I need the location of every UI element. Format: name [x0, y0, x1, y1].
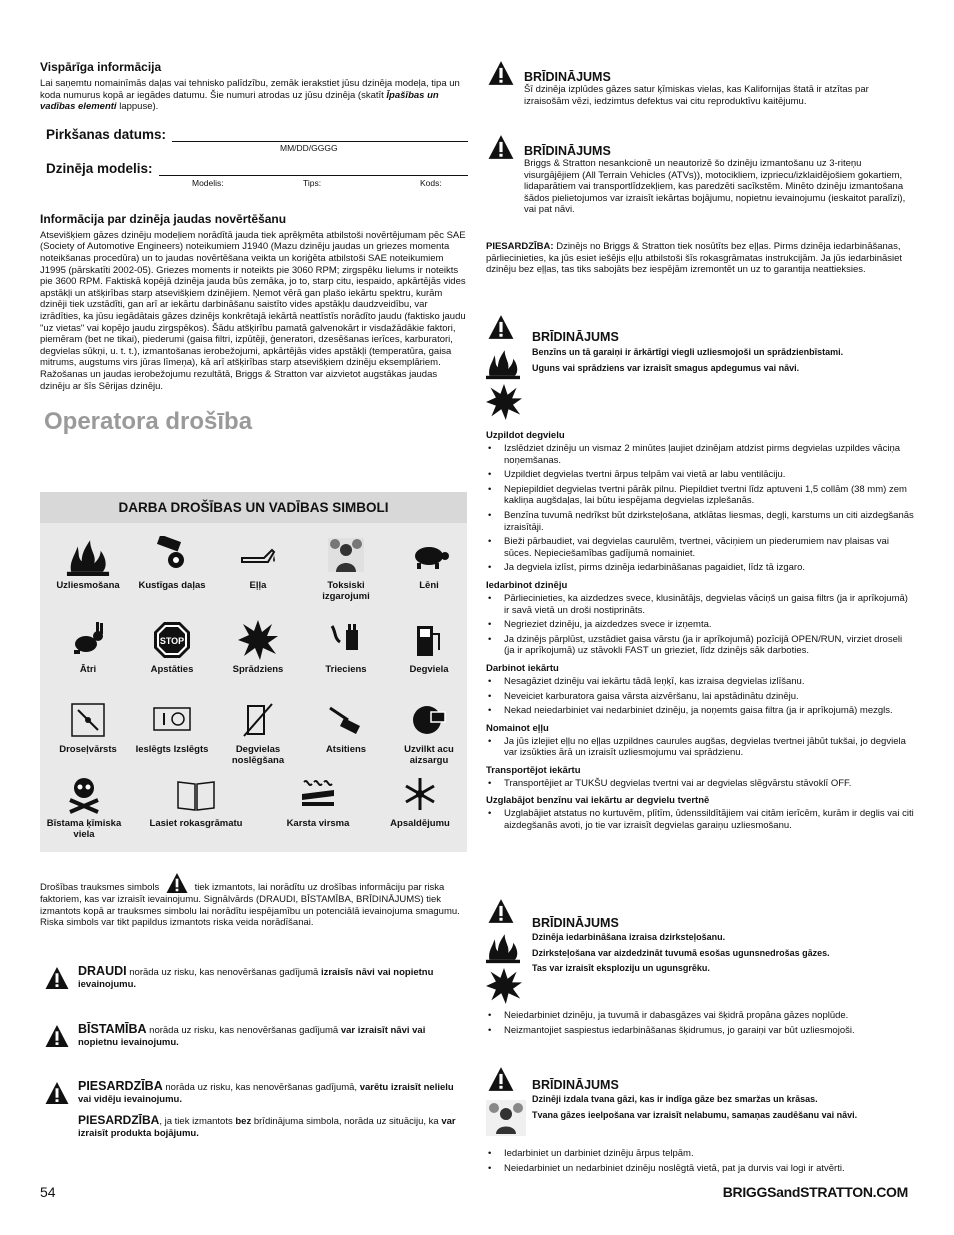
power-rating-title: Informācija par dzinēja jaudas novērtēšanu [40, 211, 287, 226]
transport-title: Transportējot iekārtu [486, 764, 581, 776]
explosion-icon [486, 384, 522, 420]
alert-triangle-icon [486, 314, 516, 340]
warning-california [486, 60, 914, 107]
symbol-label: Bīstama ķīmiska viela [46, 818, 122, 840]
symbol-label: Lēni [419, 580, 439, 591]
list-item: • Neiedarbiniet dzinēju, ja tuvumā ir dabasgāzes vai šķidrā propāna gāzes noplūde. [486, 1010, 914, 1022]
symbol-fuel [387, 620, 471, 675]
symbol-hot [276, 774, 360, 829]
warning-title: BRĪDINĀJUMS [524, 144, 611, 158]
symbol-label: Eļļa [249, 580, 267, 591]
general-info-title: Vispārīga informācija [40, 60, 162, 74]
poison-icon [62, 774, 106, 814]
symbol-onoff [130, 700, 214, 755]
warning-gasoline-line1: Benzīns un tā garaiņi ir ārkārtīgi viegli uzliesmojoši un sprādzienbīstami. [532, 347, 844, 357]
list-item: • Negrieziet dzinēju, ja aizdedzes svece ir izņemta. [486, 619, 914, 631]
symbol-label: Uzvilkt acu aizsargu [404, 744, 454, 766]
store-title: Uzglabājot benzīnu vai iekārtu ar degvielu tvertnē [486, 795, 710, 807]
symbols-panel [40, 492, 467, 852]
toxic-fumes-icon [486, 1100, 526, 1136]
warning-gasoline-line2: Uguns vai sprādziens var izraisīt smagus apdegumus vai nāvi. [532, 362, 800, 373]
symbol-label: Kustīgas daļas [138, 580, 206, 591]
purchase-date-row [46, 127, 468, 142]
oil-title: Nomainot eļļu [486, 722, 549, 734]
alert-triangle-icon [42, 1024, 72, 1048]
toxic-icon [324, 536, 368, 576]
stop-icon [150, 620, 194, 660]
warning-spark-list [486, 1010, 914, 1039]
transport-list [486, 778, 914, 790]
fuel-icon [407, 620, 451, 660]
symbols-title: DARBA DROŠĪBAS UN VADĪBAS SIMBOLI [40, 492, 467, 523]
caution-no-symbol-text: PIESARDZĪBA, ja tiek izmantots bez brīdinājuma simbola, norāda uz situāciju, ka var izraisīt produkta bojājumu. [78, 1113, 456, 1139]
symbol-label: Apsaldējumu [390, 818, 450, 829]
page-number: 54 [40, 1184, 56, 1200]
oil-icon [236, 536, 280, 576]
sub-code-label: Kods: [420, 177, 442, 188]
fire-icon [486, 930, 520, 964]
caution-signal [40, 1081, 468, 1139]
symbol-label: Ātri [79, 664, 97, 675]
warning-co [486, 1066, 914, 1121]
symbol-toxic [304, 536, 388, 602]
list-item: • Uzglabājiet atstatus no kurtuvēm, plītīm, ūdenssildītājiem vai citām ierīcēm, kurām ir deglis vai citi aizdegšanās avoti, jo tie var izraisīt degvielas garaiņu uzliesmošanu. [486, 808, 914, 831]
symbol-stop [130, 620, 214, 675]
power-rating-text: Atsevišķiem gāzes dzinēju modeļiem norādītā jauda tiek aprēķmēta atbilstoši novērtējumam pēc SAE (Society of Automotive Engineers) noteikumiem J1940 (Mazu dzinēju jaudas un griezes momenta noteikšanas procedūra) un to jaudas novērtēšana veikta un koriģēta atbilstoši SAE noteikumiem J1995 (pārskatīti 2002-05). Griezes moments ir noteikts pie 3060 RPM; zirgspēku lielums ir noteikts pie 3600 RPM. Faktiskā kopējā dzinēja jauda būs zemāka, jo to, starp citu, iespaido, apkārtējās vides apstākļi un atšķirības starp atsevišķiem dzinējiem. Ņemot vērā gan plašo iekārtu spektru, kurām dzinēji tiek uzstādīti, gan arī ar iekārtu darbināšanu saistīto vides apstākļu daudzveidību, var izrādīties, ka jūsu iegādātais gāzes dzinējs konkrētajā iekārtā neattīstīs norādīto jaudu (faktisko jaudu "uz vietas" vai kopējo jaudu zirgspēkos). Šādu atšķirību pamatā galvenokārt ir visdažādākie faktori, piemēram (bet ne tikai), piederumi (gaisa filtri, izpūtēji, ģeneratori, dzesēšanas ierīces, karburatori, degvielas sūkņi, u. t. t.), izmantošanas ierobežojumi, apkārtējās vides apstākļi (temperatūra, gaisa mitrums, augstums virs jūras līmeņa), kā arī atšķirības starp atsevišķiem dzinēju eksemplāriem. Ražošanas un jaudas ierobežojumu rezultātā, Briggs & Stratton var aizvietot augstākas jaudas dzinēju ar šīs Sērijas dzinēju. [40, 229, 466, 392]
symbol-manual [136, 774, 256, 829]
symbol-fuel-shutoff [216, 700, 300, 766]
symbol-oil [216, 536, 300, 591]
recoil-icon [324, 700, 368, 740]
fuel-title: Uzpildot degvielu [486, 430, 565, 441]
symbol-label: Toksiski izgarojumi [322, 580, 370, 602]
frost-icon [398, 774, 442, 814]
symbol-frost [378, 774, 462, 829]
danger-text: DRAUDI norāda uz risku, kas nenovēršanas gadījumā izraisīs nāvi vai nopietnu ievainojumu. [78, 964, 434, 990]
kickback-icon [324, 620, 368, 660]
date-format-hint: MM/DD/GGGG [280, 142, 338, 153]
warning-spark-line2: Dzirksteļošana var aizdedzināt tuvumā esošas ugunsnedrošas gāzes. [532, 947, 830, 958]
warning-title: BRĪDINĀJUMS [532, 330, 619, 344]
list-item: • Uzpildiet degvielas tvertni ārpus telpām vai vietā ar labu ventilāciju. [486, 469, 914, 481]
warning-title: BRĪDINĀJUMS [532, 1078, 619, 1092]
engine-model-label: Dzinēja modelis: [46, 160, 153, 176]
left-column [40, 60, 468, 436]
danger-signal [40, 966, 468, 990]
general-info-text: Lai saņemtu nomainīmās daļas vai tehnisko palīdzību, zemāk ierakstiet jūsu dzinēja modeļa, tipa un koda numurus kopā ar iegādes datumu. Šie numuri atrodas uz jūsu dzinēja (skatīt Īpašības un vadības elementi lappuse). [40, 78, 460, 113]
store-list [486, 808, 914, 831]
symbol-moving-parts [130, 536, 214, 591]
warning-co-line1: Dzinēji izdala tvana gāzi, kas ir indīga gāze bez smaržas un krāsas. [532, 1094, 818, 1104]
warning-spark-line1: Dzinēja iedarbināšana izraisa dzirksteļošanu. [532, 932, 726, 942]
caution-text: PIESARDZĪBA norāda uz risku, kas nenovēršanas gadījumā, varētu izraisīt nelielu vai vidēju ievainojumu. [78, 1079, 454, 1105]
fuel-instructions [486, 424, 914, 835]
warning-atv-text: Briggs & Stratton nesankcionē un neautorizē šo dzinēju izmantošanu uz 3-riteņu visurgājējiem (All Terrain Vehicles (ATVs)), motocikliem, izpriecu/izklaidējošiem gokartiem, lidaparātiem vai transportlīdzekļiem, kas paredzēti sacīkstēm. Minēto dzinēju izmantošana šādos pielietojumos var izraisīt iekārtas bojājumu, nopietnu ievainojumu (ieskaitot paralīzi), vai pat nāvi. [524, 158, 906, 216]
symbol-eye-protection [387, 700, 471, 766]
caution-oil-text: PIESARDZĪBA: Dzinējs no Briggs & Stratton tiek nosūtīts bez eļļas. Pirms dzinēja iedarbināšanas, pārliecinieties, ka jūs esiet iešējis eļļu atbilstoši šīs rokasgrāmatas instrukcijām. Ja jūs iedarbināsiet dzinēju bez eļļas, tas tiks sabojāts bez iespējām izremontēt un uz to garantija neattieksies. [486, 241, 903, 276]
start-title: Iedarbinot dzinēju [486, 579, 568, 591]
onoff-icon [150, 700, 194, 740]
fuel-shutoff-icon [236, 700, 280, 740]
model-subfields [40, 178, 468, 190]
caution-oil [486, 241, 914, 276]
symbol-label: Apstāties [150, 664, 194, 675]
list-item: • Neveiciet karburatora gaisa vārsta aizvēršanu, lai apstādinātu dzinēju. [486, 691, 914, 703]
alert-triangle-icon [486, 60, 516, 86]
warning-text: BĪSTAMĪBA norāda uz risku, kas nenovēršanas gadījumā var izraisīt nāvi vai nopietnu ievainojumu. [78, 1022, 426, 1048]
warning-spark [486, 898, 914, 975]
list-item: • Pārliecinieties, ka aizdedzes svece, klusinātājs, degvielas vāciņš un gaisa filtrs (ja ir aprīkojumā) ir savā vietā un droši nostiprināts. [486, 593, 914, 616]
symbol-explosion [216, 620, 300, 675]
symbol-label: Uzliesmošana [56, 580, 120, 591]
symbol-fast [46, 620, 130, 675]
start-list [486, 593, 914, 657]
list-item: • Ja dzinējs pārplūst, uzstādiet gaisa vārstu (ja ir aprīkojumā) pozīcijā OPEN/RUN, virziet droseli (ja ir aprīkojumā) uz stāvokli FAST un grieziet, līdz dzinējs sāk darboties. [486, 634, 914, 657]
engine-model-row [46, 161, 468, 176]
symbol-slow [387, 536, 471, 591]
fire-icon [486, 346, 520, 380]
list-item: • Izslēdziet dzinēju un vismaz 2 minūtes ļaujiet dzinējam atdzist pirms degvielas uzpildes vāciņa noņemšanas. [486, 443, 914, 466]
list-item: • Iedarbiniet un darbiniet dzinēju ārpus telpām. [486, 1148, 914, 1160]
symbol-fire [46, 536, 130, 591]
symbol-label: Ieslēgts Izslēgts [135, 744, 209, 755]
warning-gasoline [486, 314, 914, 374]
brand-url: BRIGGSandSTRATTON.COM [722, 1184, 908, 1200]
manual-icon [174, 774, 218, 814]
symbol-label: Degvielas noslēgšana [231, 744, 285, 766]
alert-triangle-icon [42, 1081, 72, 1105]
symbol-label: Trieciens [325, 664, 367, 675]
eye-protection-icon [407, 700, 451, 740]
warning-co-line2: Tvana gāzes ieelpošana var izraisīt nelabumu, samaņas zaudēšanu vai nāvi. [532, 1109, 858, 1120]
svg-text:STOP: STOP [159, 636, 185, 646]
list-item: • Nekad neiedarbiniet vai nedarbiniet dzinēju, ja noņemts gaisa filtra (ja ir aprīkojumā) mezgls. [486, 705, 914, 717]
sub-model-label: Modelis: [192, 177, 224, 188]
sub-type-label: Tips: [303, 177, 322, 188]
explosion-icon [486, 968, 522, 1004]
fast-icon [66, 620, 110, 660]
list-item: • Neiedarbiniet un nedarbiniet dzinēju noslēgtā vietā, pat ja durvis vai logi ir atvērti. [486, 1163, 914, 1175]
safety-alert-text: Drošības trauksmes simbols tiek izmantots, lai norādītu uz drošības informāciju par riska faktoriem, kas var izraisīt ievainojumu. Signālvārds (DRAUDI, BĪSTAMĪBA, BRĪDINĀJUMS) tiek izmantots kopā ar trauksmes simbolu lai norādītu iespējamību un potenciālā ievainojuma smagumu. Riska simbols var tikt papildus izmantots riska veida norādīšanai. [40, 872, 468, 929]
symbol-label: Sprādziens [232, 664, 284, 675]
symbol-kickback [304, 620, 388, 675]
list-item: • Benzīna tuvumā nedrīkst būt dzirksteļošana, atklātas liesmas, degļi, karstums un citi aizdegšanās izraisītāji. [486, 510, 914, 533]
list-item: • Ja degviela izlīst, pirms dzinēja iedarbināšanas pagaidiet, līdz tā izgaro. [486, 562, 914, 574]
purchase-date-label: Pirkšanas datums: [46, 126, 167, 142]
hot-icon [296, 774, 340, 814]
alert-triangle-icon [486, 1066, 516, 1092]
run-title: Darbinot iekārtu [486, 662, 559, 674]
symbol-label: Lasiet rokasgrāmatu [149, 818, 243, 829]
list-item: • Neizmantojiet saspiestus iedarbināšanas šķidrumus, jo garaiņi var būt uzliesmojoši. [486, 1025, 914, 1037]
symbol-label: Degviela [409, 664, 449, 675]
page-title: Operatora drošība [44, 408, 253, 436]
symbol-poison [42, 774, 126, 840]
purchase-date-field[interactable] [172, 127, 468, 142]
oil-list [486, 736, 914, 759]
choke-icon [66, 700, 110, 740]
warning-california-text: Šī dzinēja izplūdes gāzes satur ķīmiskas vielas, kas Kalifornijas štatā ir atzītas par izraisošām vēzi, iedzimtus defektus vai citu reproduktīvu kaitējumu. [524, 84, 869, 107]
list-item: • Ja jūs izlejiet eļļu no eļļas uzpildnes caurules augšas, degvielas tvertnei jābūt tukšai, jo degviela var izsūkties ārā un izraisīt uzliesmojumu vai sprādzienu. [486, 736, 914, 759]
symbol-label: Karsta virsma [286, 818, 350, 829]
warning-spark-line3: Tas var izraisīt eksploziju un ugunsgrēku. [532, 963, 710, 974]
engine-model-field[interactable] [159, 161, 468, 176]
explosion-icon [236, 620, 280, 660]
slow-icon [407, 536, 451, 576]
symbol-label: Atsitiens [325, 744, 367, 755]
alert-triangle-icon [486, 898, 516, 924]
warning-signal [40, 1024, 468, 1048]
alert-triangle-icon [486, 134, 516, 160]
warning-title: BRĪDINĀJUMS [532, 916, 619, 930]
list-item: • Nepiepildiet degvielas tvertni pārāk pilnu. Piepildiet tvertni līdz aptuveni 1,5 collām (38 mm) zem kakliņa augšdaļas, lai būtu iespējama degvielas izplešanās. [486, 484, 914, 507]
fire-icon [66, 536, 110, 576]
list-item: • Nesagāziet dzinēju vai iekārtu tādā leņķī, kas izraisa degvielas izlīšanu. [486, 676, 914, 688]
warning-title: BRĪDINĀJUMS [524, 70, 611, 84]
list-item: • Transportējiet ar TUKŠU degvielas tvertni vai ar degvielas slēgvārstu stāvoklī OFF. [486, 778, 914, 790]
alert-triangle-icon [42, 966, 72, 990]
list-item: • Bieži pārbaudiet, vai degvielas caurulēm, tvertnei, vāciņiem un piederumiem nav plaisas vai sūces. Nepieciešamības gadījumā nomainiet. [486, 536, 914, 559]
moving-parts-icon [150, 536, 194, 576]
symbol-label: Droseļvārsts [59, 744, 117, 755]
fuel-list [486, 443, 914, 574]
run-list [486, 676, 914, 717]
safety-alert-section [40, 872, 468, 929]
warning-atv [486, 134, 914, 216]
symbol-choke [46, 700, 130, 755]
alert-triangle-icon [162, 872, 192, 894]
warning-co-list [486, 1148, 914, 1177]
symbol-recoil [304, 700, 388, 755]
